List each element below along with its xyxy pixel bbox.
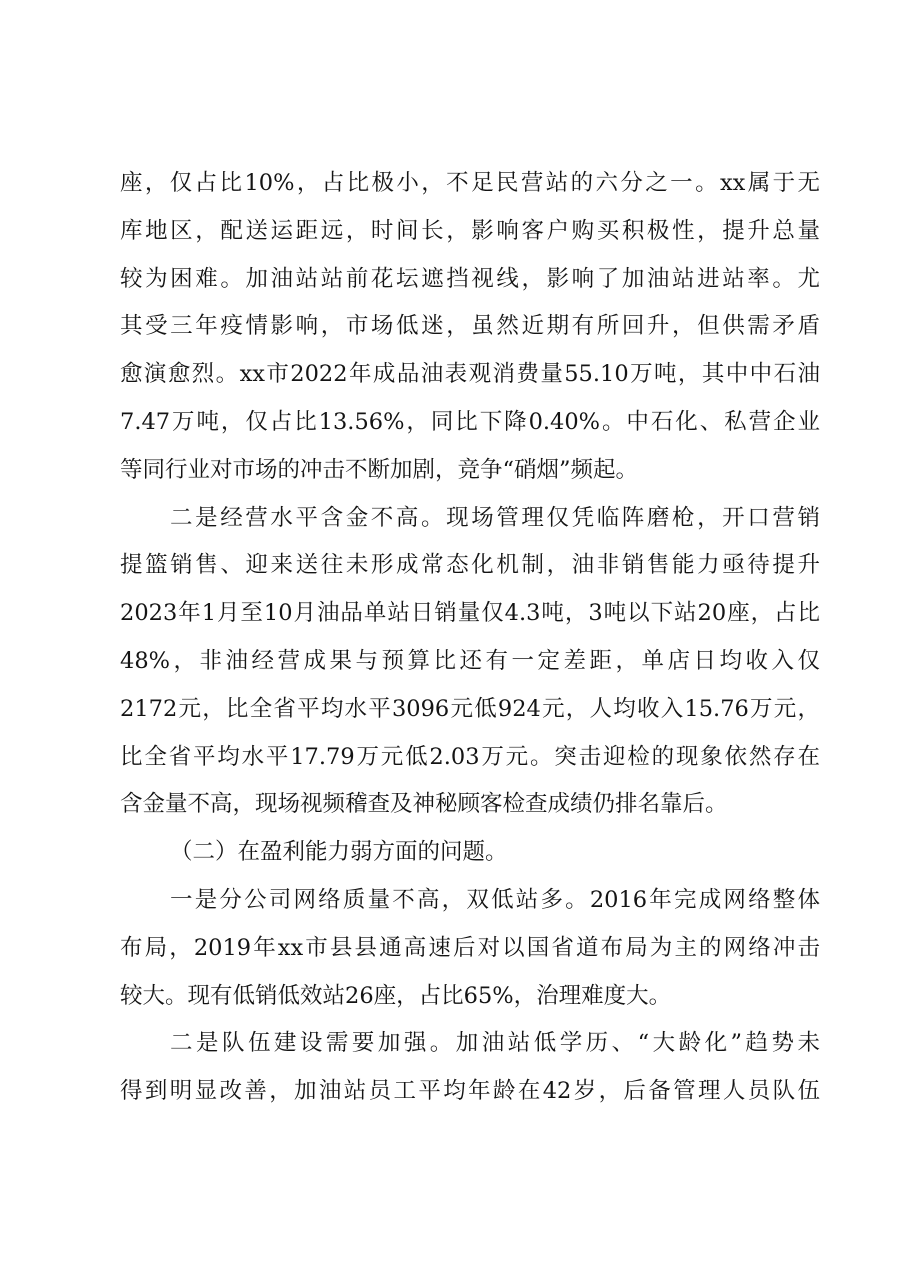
body-line: 其受三年疫情影响，市场低迷，虽然近期有所回升，但供需矛盾 — [120, 313, 820, 340]
body-line: 比全省平均水平17.79万元低2.03万元。突击迎检的现象依然存在 — [120, 743, 820, 770]
body-line: 得到明显改善，加油站员工平均年龄在42岁，后备管理人员队伍 — [120, 1078, 820, 1105]
body-line: 较大。现有低销低效站26座，占比65%，治理难度大。 — [120, 982, 672, 1009]
body-line: 含金量不高，现场视频稽查及神秘顾客检查成绩仍排名靠后。 — [120, 791, 728, 818]
document-body — [120, 160, 820, 1116]
body-line: 48%，非油经营成果与预算比还有一定差距，单店日均收入仅 — [120, 647, 820, 674]
section-heading: （二）在盈利能力弱方面的问题。 — [170, 839, 508, 866]
body-line: 等同行业对市场的冲击不断加剧，竞争“硝烟”频起。 — [120, 456, 639, 483]
body-line: 较为困难。加油站站前花坛遮挡视线，影响了加油站进站率。尤 — [120, 265, 820, 292]
body-line: 2023年1月至10月油品单站日销量仅4.3吨，3吨以下站20座，占比 — [120, 600, 820, 627]
body-line: 库地区，配送运距远，时间长，影响客户购买积极性，提升总量 — [120, 217, 820, 244]
body-line: 布局，2019年xx市县县通高速后对以国省道布局为主的网络冲击 — [120, 934, 820, 961]
body-line: 座，仅占比10%，占比极小，不足民营站的六分之一。xx属于无 — [120, 170, 820, 196]
body-line: 2172元，比全省平均水平3096元低924元，人均收入15.76万元， — [120, 695, 820, 722]
paragraph-first-line: 二是队伍建设需要加强。加油站低学历、“大龄化”趋势未 — [170, 1030, 820, 1057]
paragraph-first-line: 一是分公司网络质量不高，双低站多。2016年完成网络整体 — [170, 886, 820, 913]
body-line: 提篮销售、迎来送往未形成常态化机制，油非销售能力亟待提升 — [120, 552, 820, 579]
body-line: 7.47万吨，仅占比13.56%，同比下降0.40%。中石化、私营企业 — [120, 408, 820, 435]
paragraph-first-line: 二是经营水平含金不高。现场管理仅凭临阵磨枪，开口营销 — [170, 504, 820, 531]
body-line: 愈演愈烈。xx市2022年成品油表观消费量55.10万吨，其中中石油 — [120, 361, 820, 388]
